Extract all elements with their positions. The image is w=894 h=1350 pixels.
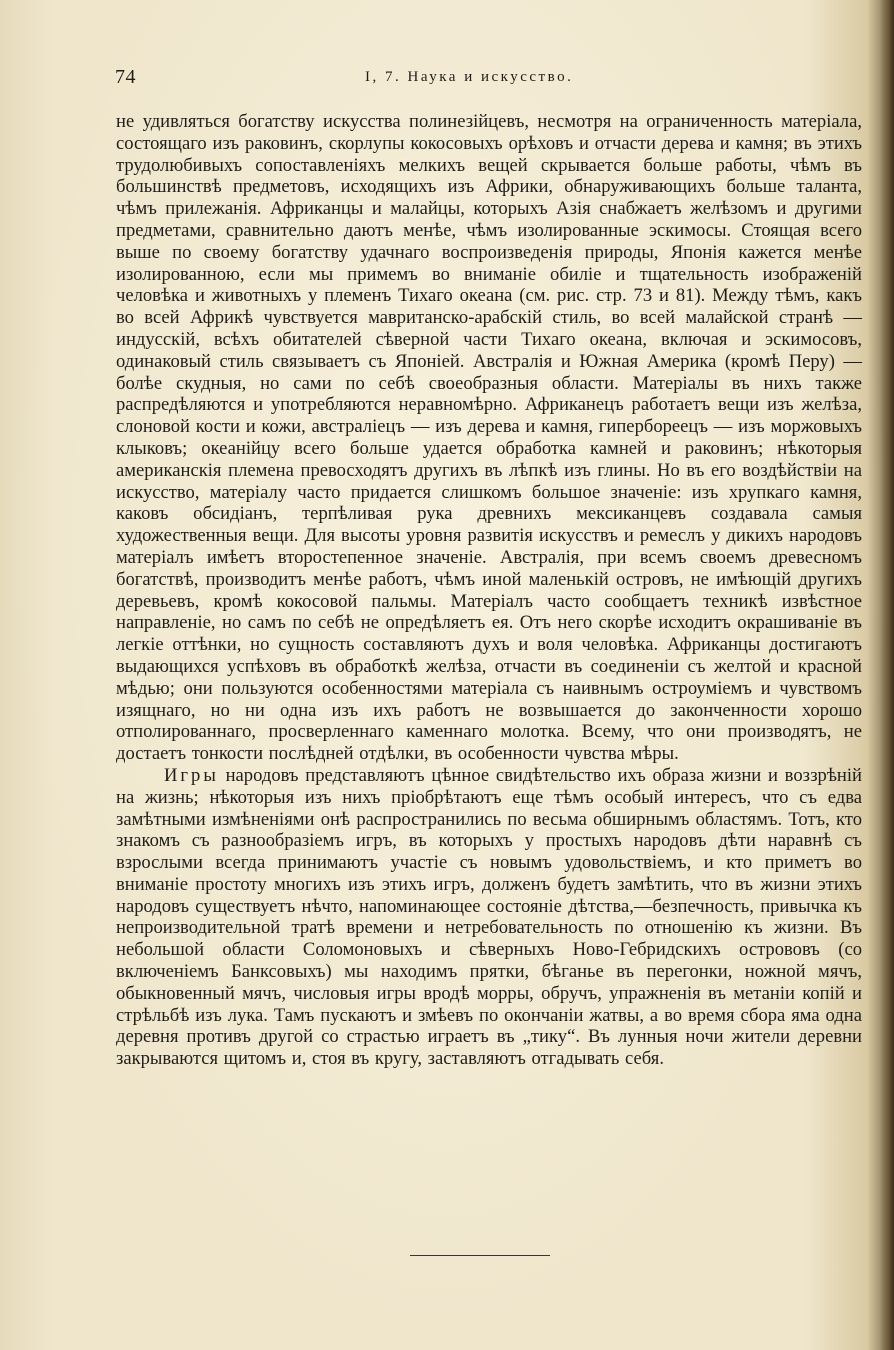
page-edge-shadow (880, 0, 894, 1350)
running-head: I, 7. Наука и искусство. (365, 69, 574, 85)
paragraph (116, 111, 862, 765)
page-header (115, 66, 862, 96)
end-rule (410, 1255, 550, 1256)
paragraph (116, 765, 862, 1070)
paragraph-lead-word: Игры (164, 764, 219, 786)
paragraph-text: не удивляться богатству искусства полинезійцевъ, несмотря на ограниченность матеріала, состоящаго изъ раковинъ, скорлупы кокосовыхъ орѣховъ и отчасти дерева и камня; въ этихъ трудолюбивыхъ сопоставленіяхъ мелкихъ вещей скрывается больше работы, чѣмъ въ большинствѣ предметовъ, исходящихъ изъ Африки, обнаруживающихъ больше таланта, чѣмъ прилежанія. Африканцы и малайцы, которыхъ Азія снабжаетъ желѣзомъ и другими предметами, сравнительно даютъ менѣе, чѣмъ изолированные эскимосы. Стоящая всего выше по своему богатству удачнаго воспроизведенія природы, Японія кажется менѣе изолированною, если мы примемъ во вниманіе обиліе и тщательность изображеній человѣка и животныхъ у племенъ Тихаго океана (см. рис. стр. 73 и 81). Между тѣмъ, какъ во всей Африкѣ чувствуется мавританско-арабскій стиль, во всей малайской странѣ — индусскій, всѣхъ обитателей сѣверной части Тихаго океана, включая и эскимосовъ, одинаковый стиль связываетъ съ Японіей. Австралія и Южная Америка (кромѣ Перу) — болѣе скудныя, но сами по себѣ своеобразныя области. Матеріалы въ нихъ также распредѣляются и употребляются неравномѣрно. Африканецъ работаетъ вещи изъ желѣза, слоновой кости и кожи, австраліецъ — изъ дерева и камня, гипербореецъ — изъ моржовыхъ клыковъ; океанійцу всего больше удается обработка камней и раковинъ; нѣкоторыя американскія племена превосходятъ другихъ въ лѣпкѣ изъ глины. Но въ его воздѣйствіи на искусство, матеріалу часто придается слишкомъ большое значеніе: изъ хрупкаго камня, каковъ обсидіанъ, терпѣливая рука древнихъ мексиканцевъ создавала самыя художественныя вещи. Для высоты уровня развитія искусствъ и ремеслъ у дикихъ народовъ матеріалъ имѣетъ второстепенное значеніе. Австралія, при всемъ своемъ древесномъ богатствѣ, производитъ менѣе работъ, чѣмъ иной маленькій островъ, не имѣющій другихъ деревьевъ, кромѣ кокосовой пальмы. Матеріалъ часто сообщаетъ техникѣ извѣстное направленіе, но самъ по себѣ не опредѣляетъ ея. Отъ него скорѣе исходитъ окрашиваніе въ легкіе оттѣнки, но сущность составляютъ духъ и воля человѣка. Африканцы достигаютъ выдающихся успѣховъ въ обработкѣ желѣза, отчасти въ соединеніи съ желтой и красной мѣдью; они пользуются особенностями матеріала съ наивнымъ остроуміемъ и чувствомъ изящнаго, но ни одна изъ ихъ работъ не возвышается до законченности хорошо отполированнаго, просверленнаго каменнаго молотка. Всему, что они производятъ, не достаетъ тонкости послѣдней отдѣлки, въ особенности чувства мѣры. (116, 111, 862, 765)
paragraph-text: народовъ представляютъ цѣнное свидѣтельство ихъ образа жизни и воззрѣній на жизнь; нѣкоторыя изъ нихъ пріобрѣтаютъ еще тѣмъ особый интересъ, что съ едва замѣтными измѣненіями онѣ распространились по весьма обширнымъ областямъ. Тотъ, кто знакомъ съ разнообразіемъ игръ, въ которыхъ у простыхъ народовъ дѣти наравнѣ съ взрослыми всегда принимаютъ участіе съ новымъ удовольствіемъ, и кто приметъ во вниманіе простоту многихъ изъ этихъ игръ, долженъ будетъ замѣтить, что въ жизни этихъ народовъ существуетъ нѣчто, напоминающее состояніе дѣтства,—безпечность, привычка къ непроизводительной тратѣ времени и нетребовательность по отношенію къ жизни. Въ небольшой области Соломоновыхъ и сѣверныхъ Ново-Гебридскихъ острововъ (со включеніемъ Банксовыхъ) мы находимъ прятки, бѣганье въ перегонки, ножной мячъ, обыкновенный мячъ, числовыя игры вродѣ морры, обручъ, упражненія въ метаніи копій и стрѣльбѣ изъ лука. Тамъ пускаютъ и змѣевъ по окончаніи жатвы, а во время сбора яма одна деревня противъ другой со страстью играетъ въ „тику“. Въ лунныя ночи жители деревни закрываются щитомъ и, стоя въ кругу, заставляютъ отгадывать себя. (116, 764, 862, 1070)
body-text (116, 111, 862, 1070)
page-number: 74 (115, 66, 136, 88)
